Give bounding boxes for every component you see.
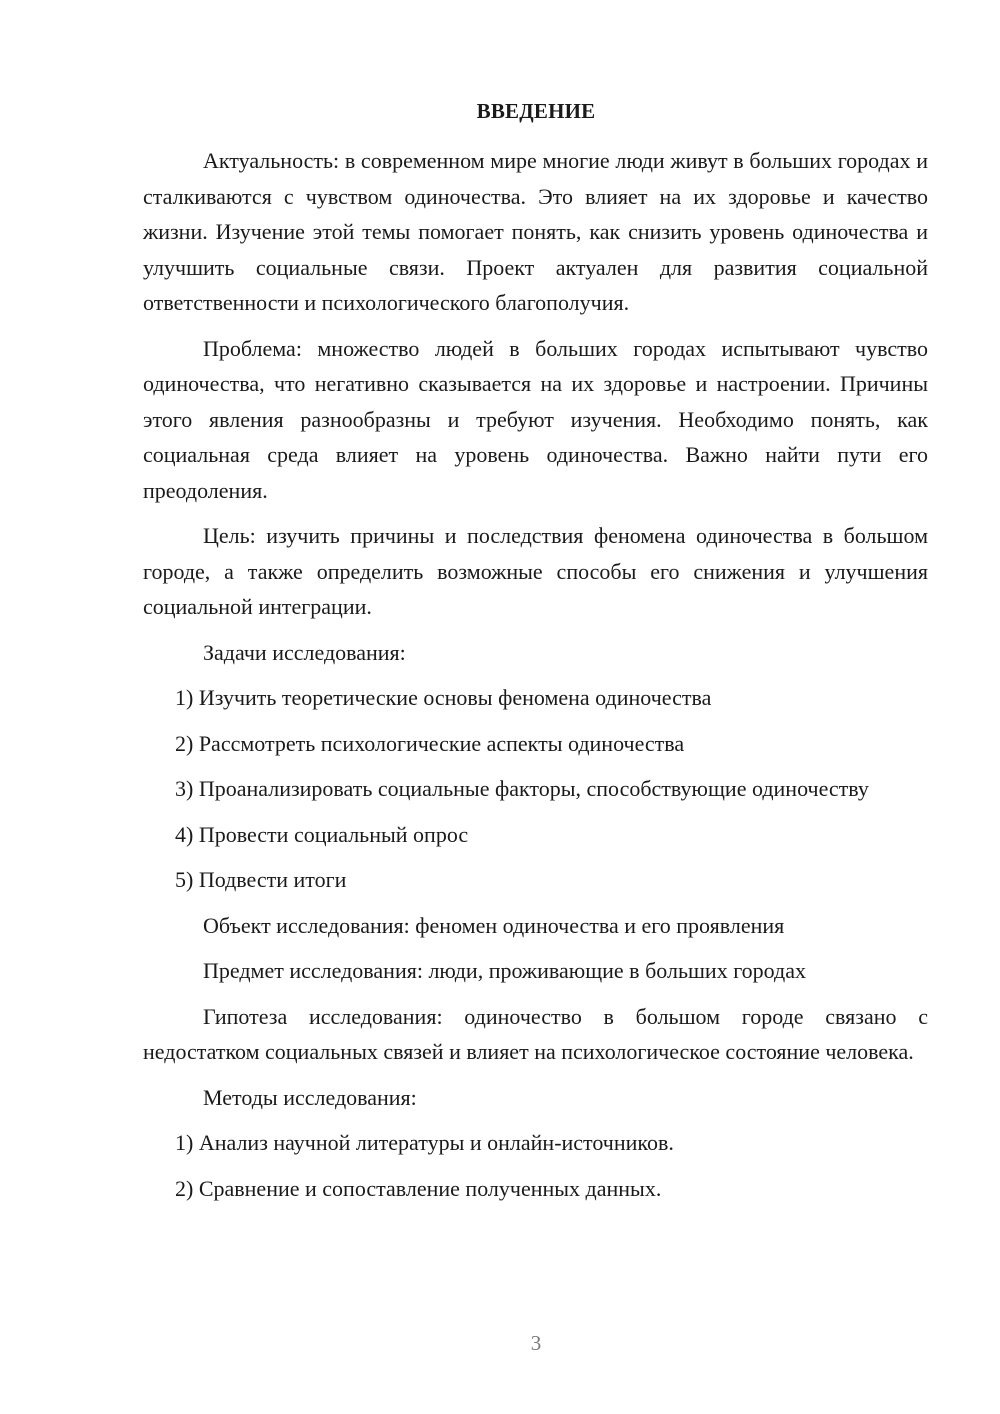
goal-paragraph: Цель: изучить причины и последствия феномена одиночества в большом городе, а также определить возможные способы его снижения и улучшения социальной интеграции.	[143, 523, 928, 619]
hypothesis-paragraph: Гипотеза исследования: одиночество в большом городе связано с недостатком социальных связей и влияет на психологическое состояние человека.	[143, 1003, 928, 1064]
task-item: 2) Рассмотреть психологические аспекты одиночества	[175, 730, 685, 756]
task-item: 5) Подвести итоги	[175, 867, 347, 892]
object-paragraph: Объект исследования: феномен одиночества и его проявления	[203, 912, 785, 938]
task-item: 3) Проанализировать социальные факторы, способствующие одиночеству	[175, 776, 869, 801]
method-item: 1) Анализ научной литературы и онлайн-источников.	[175, 1130, 674, 1155]
task-item: 1) Изучить теоретические основы феномена одиночества	[175, 685, 712, 710]
methods-heading: Методы исследования:	[203, 1084, 417, 1110]
task-item: 4) Провести социальный опрос	[175, 821, 469, 847]
subject-paragraph: Предмет исследования: люди, проживающие в больших городах	[203, 958, 807, 983]
document-body	[143, 143, 928, 1216]
problem-paragraph: Проблема: множество людей в больших городах испытывают чувство одиночества, что негативно сказывается на их здоровье и настроении. Причины этого явления разнообразны и требуют изучения. Необходимо понять, как социальная среда влияет на уровень одиночества. Важно найти пути его преодоления.	[143, 335, 928, 503]
method-item: 2) Сравнение и сопоставление полученных данных.	[175, 1175, 662, 1201]
section-heading: ВВЕДЕНИЕ	[476, 99, 596, 123]
page-number: 3	[530, 1331, 542, 1355]
relevance-paragraph: Актуальность: в современном мире многие люди живут в больших городах и сталкиваются с чувством одиночества. Это влияет на их здоровье и качество жизни. Изучение этой темы помогает понять, как снизить уровень одиночества и улучшить социальные связи. Проект актуален для развития социальной ответственности и психологического благополучия.	[143, 148, 928, 315]
tasks-heading: Задачи исследования:	[203, 639, 406, 665]
